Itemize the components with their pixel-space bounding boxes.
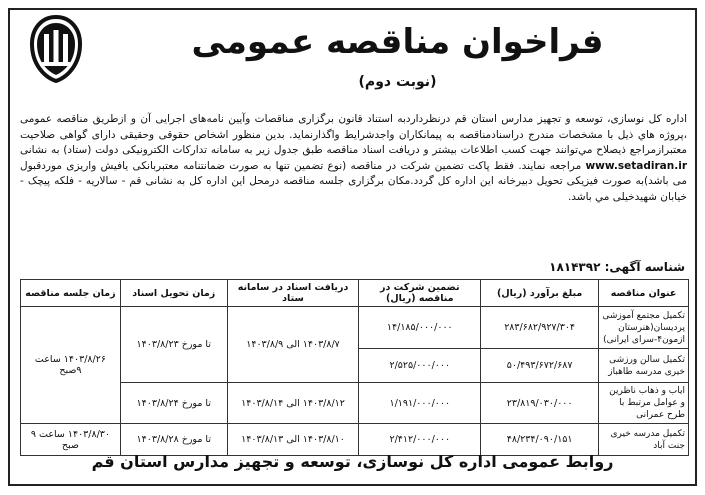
cell-deliver: تا مورخ ۱۴۰۳/۸/۲۴	[120, 383, 227, 424]
table-row	[21, 307, 689, 349]
header-receive: دریافت اسناد در سامانه ستاد	[227, 280, 359, 307]
cell-estimate: ۲۸۳/۶۸۲/۹۲۷/۳۰۴	[481, 307, 599, 349]
cell-session: ۱۴۰۳/۸/۲۶ ساعت ۹صبح	[21, 307, 121, 424]
cell-guarantee: ۱۴/۱۸۵/۰۰۰/۰۰۰	[359, 307, 481, 349]
notice-body	[20, 112, 687, 206]
body-paragraph-part2: مراجعه نمایند. فقط پاکت تضمین شرکت در مناقصه (نوع تضمین تنها به صورت ضمانتنامه معتبربانکی یافیش واریزی موردقبول می باشد)به صورت فیزیکی تحویل دبیرخانه این اداره کل گردد.مکان برگزاری جلسه مناقصه درمحل این اداره کل به نشانی قم - سالاریه - فلکه پیچک - خیابان شهیدخیلی مي باشد.	[20, 159, 687, 203]
cell-estimate: ۴۸/۲۳۴/۰۹۰/۱۵۱	[481, 424, 599, 456]
cell-name: تکمیل سالن ورزشی خیری مدرسه طاهباز	[599, 349, 689, 383]
footer-signature: روابط عمومی اداره کل نوسازی، توسعه و تجهیز مدارس استان قم	[91, 452, 614, 471]
header-name: عنوان مناقصه	[599, 280, 689, 307]
cell-receive: ۱۴۰۳/۸/۱۲ الی ۱۴۰۳/۸/۱۴	[227, 383, 359, 424]
table-row	[21, 383, 689, 424]
website-link[interactable]: www.setadiran.ir	[585, 159, 687, 172]
ad-identifier: شناسه آگهی: ۱۸۱۴۳۹۲	[549, 260, 685, 274]
cell-deliver: تا مورخ ۱۴۰۳/۸/۲۸	[120, 424, 227, 456]
government-emblem-icon	[22, 14, 90, 84]
cell-name: تکمیل مدرسه خیری جنت آباد	[599, 424, 689, 456]
cell-estimate: ۲۳/۸۱۹/۰۳۰/۰۰۰	[481, 383, 599, 424]
table-row	[21, 424, 689, 456]
cell-name: ایاب و ذهاب ناظرین و عوامل مرتبط با طرح عمرانی	[599, 383, 689, 424]
cell-receive: ۱۴۰۳/۸/۱۰ الی ۱۴۰۳/۸/۱۳	[227, 424, 359, 456]
body-paragraph-part1: اداره کل نوسازی، توسعه و تجهیز مدارس استان قم درنظرداردبه استناد قانون برگزاری مناقصات وآیین نامه‌های اجرایی آن و ازطریق مناقصه عمومی ،پروژه هاي ذيل با مشخصات مندرج دراسنادمناقصه به پيمانكاران واجدشرايط واگذارنمايد. بدين منظور اشخاص حقوقی وحقیقی دارای گواهی صلاحيت معتبرازمراجع ذيصلاح مي‌توانند جهت کسب اطلاعات بیشتر و دریافت اسناد مناقصه طبق جدول زیر به سامانه تدارکات الکترونیکی دولت (ستاد) به نشانی	[20, 113, 687, 157]
cell-receive: ۱۴۰۳/۸/۷ الی ۱۴۰۳/۸/۹	[227, 307, 359, 383]
notice-title: فراخوان مناقصه عمومی	[191, 22, 604, 62]
tender-table	[20, 279, 689, 456]
cell-session: ۱۴۰۳/۸/۳۰ ساعت ۹ صبح	[21, 424, 121, 456]
notice-subtitle: (نوبت دوم)	[358, 74, 437, 90]
header-session: زمان جلسه مناقصه	[21, 280, 121, 307]
table-header-row	[21, 280, 689, 307]
cell-guarantee: ۱/۱۹۱/۰۰۰/۰۰۰	[359, 383, 481, 424]
header-estimate: مبلغ برآورد (ریال)	[481, 280, 599, 307]
cell-guarantee: ۲/۵۲۵/۰۰۰/۰۰۰	[359, 349, 481, 383]
cell-guarantee: ۲/۴۱۲/۰۰۰/۰۰۰	[359, 424, 481, 456]
header-deliver: زمان تحویل اسناد	[120, 280, 227, 307]
cell-deliver: تا مورخ ۱۴۰۳/۸/۲۳	[120, 307, 227, 383]
header-guarantee: تضمین شرکت در مناقصه (ریال)	[359, 280, 481, 307]
cell-estimate: ۵۰/۴۹۳/۶۷۲/۶۸۷	[481, 349, 599, 383]
cell-name: تکمیل مجتمع آموزشی پردیسان(هنرستان ازمون۴-سرای ایرانی)	[599, 307, 689, 349]
